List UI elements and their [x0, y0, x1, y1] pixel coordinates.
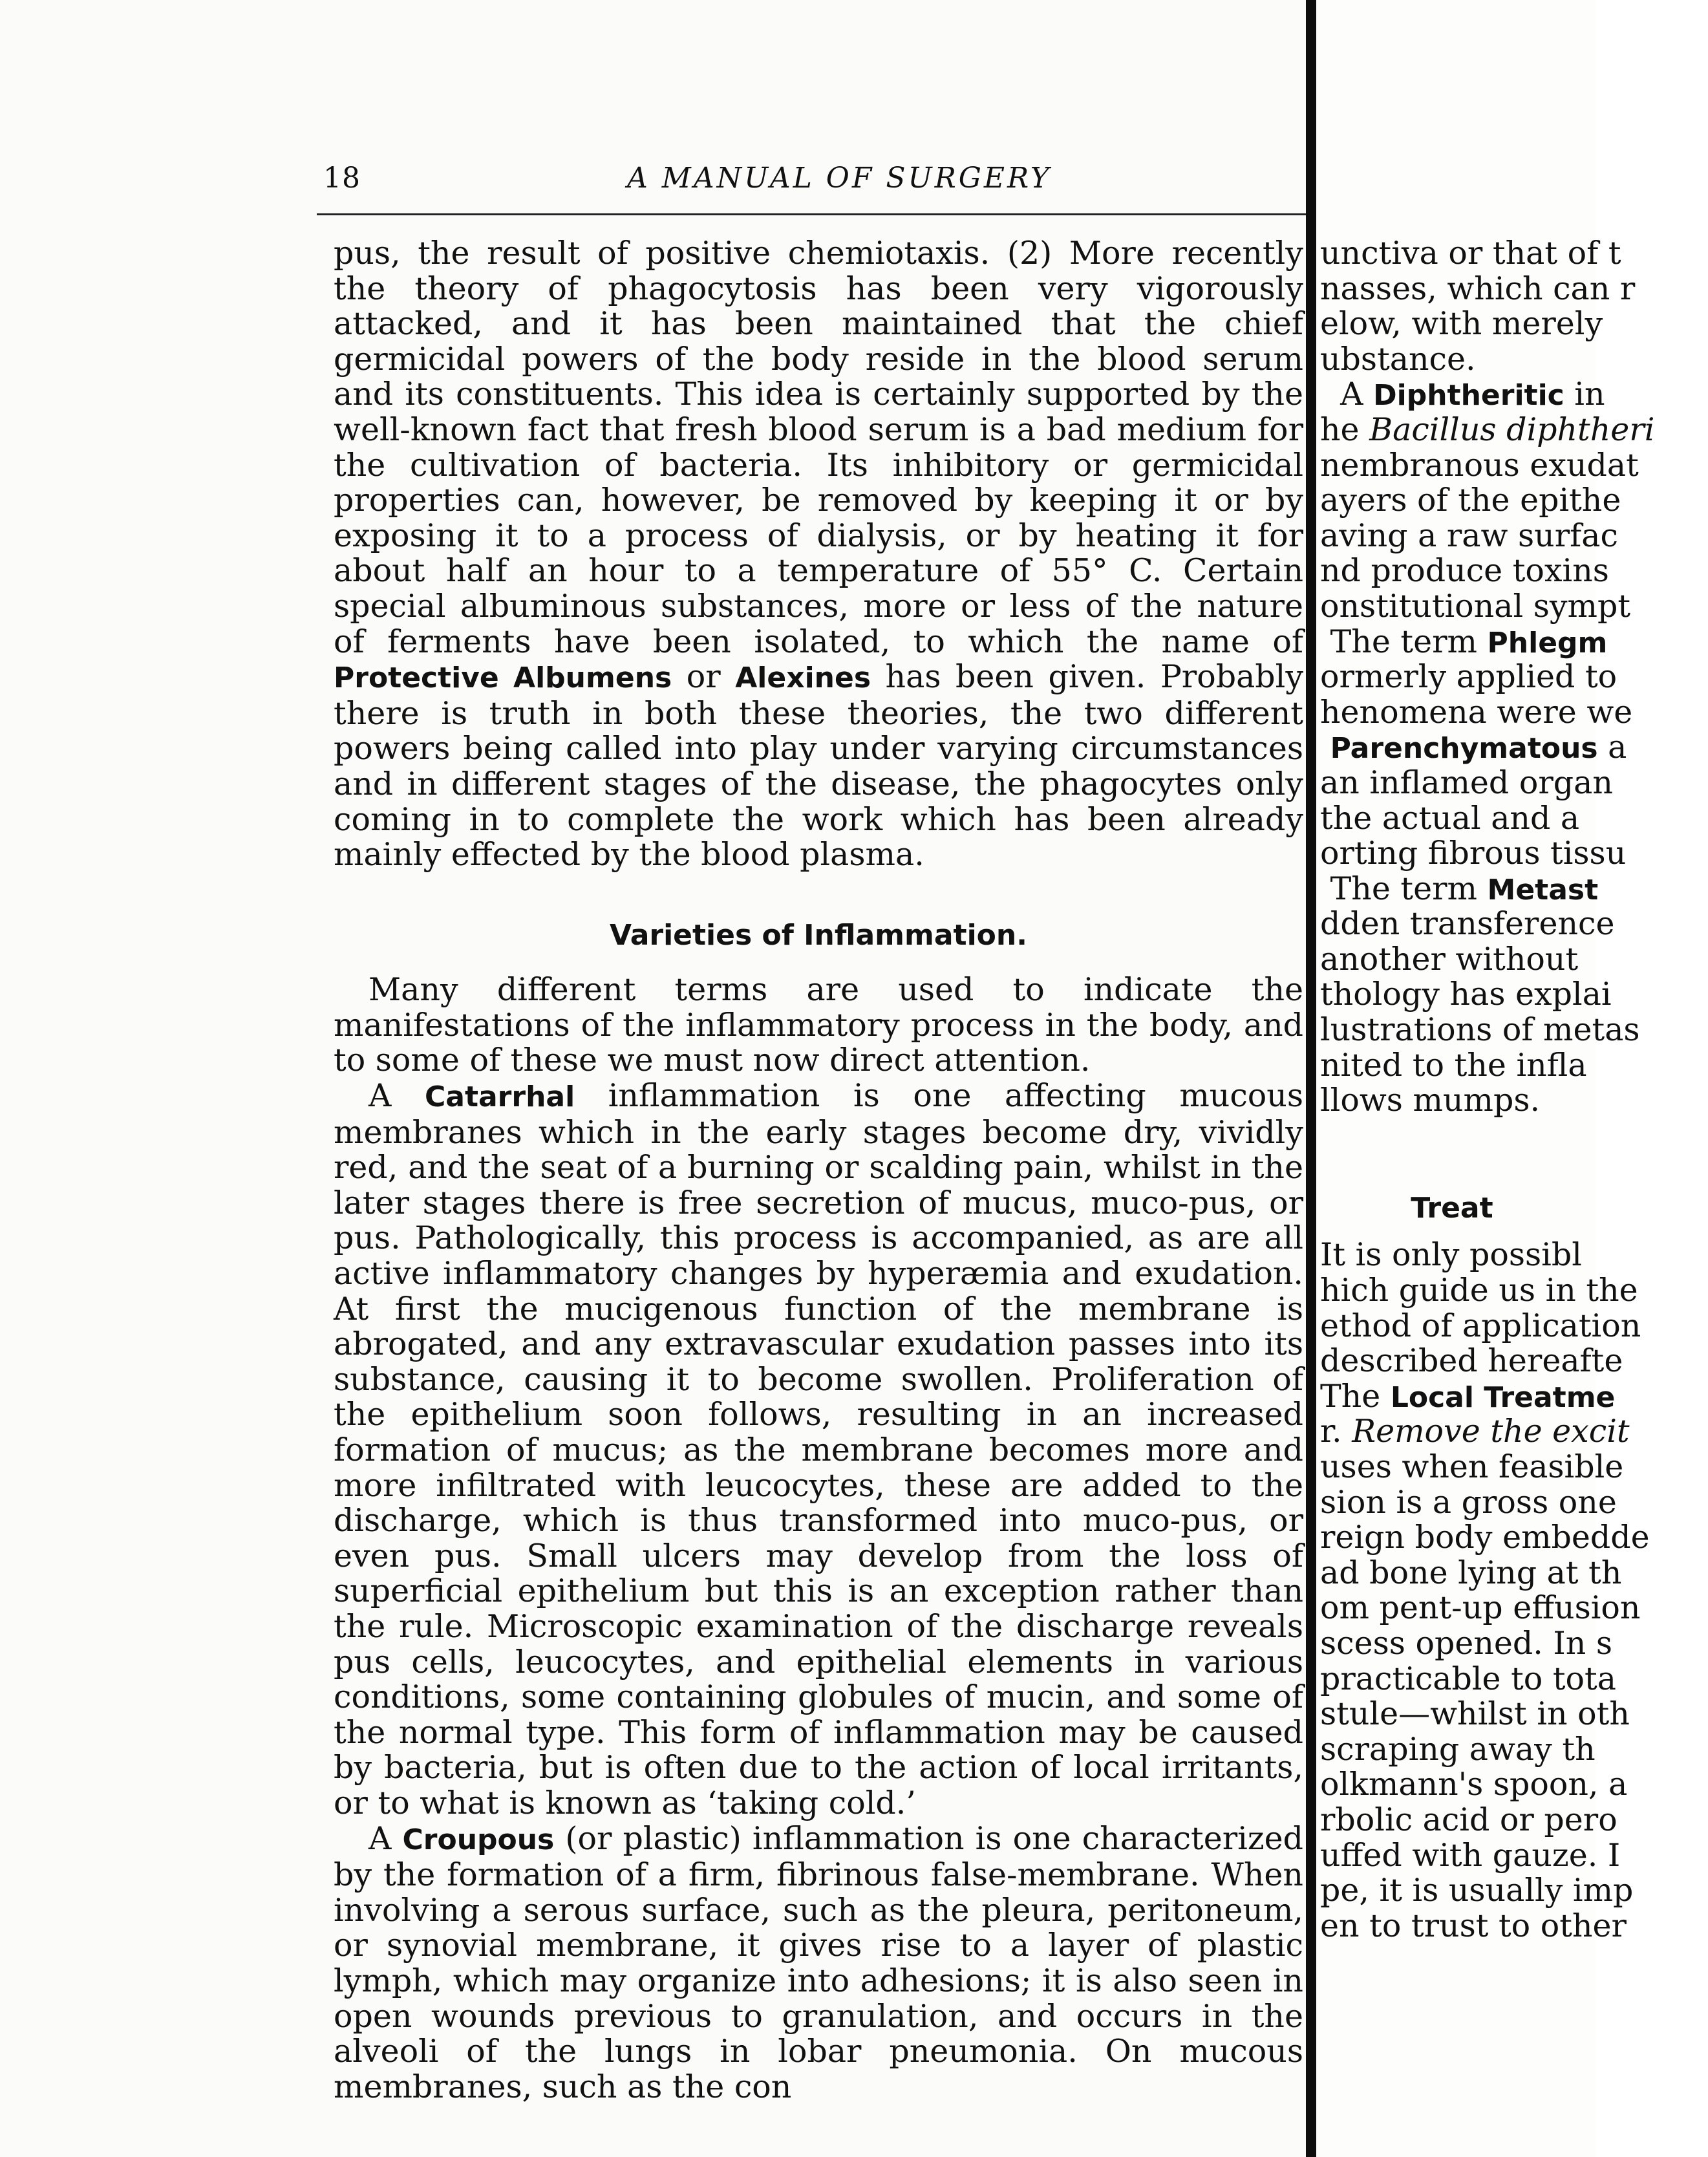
right-page-fragment [1316, 0, 1655, 2157]
text-run: he [1320, 411, 1370, 448]
term-alexines: Alexines [735, 661, 871, 695]
text-line [1320, 1414, 1708, 1450]
text-run: The term [1330, 870, 1488, 907]
right-body-text [1320, 236, 1708, 1944]
text-line: nasses, which can r [1320, 270, 1636, 307]
text-line: practicable to tota [1320, 1660, 1616, 1697]
term-diphtheritic: Diphtheritic [1373, 379, 1564, 413]
header-rule [317, 213, 1306, 215]
term-remove-exciting: Remove the excit [1352, 1413, 1630, 1450]
text-line: en to trust to other [1320, 1907, 1627, 1944]
term-protective-albumens: Protective Albumens [334, 661, 672, 695]
text-line [1320, 413, 1708, 448]
text-line: pe, it is usually imp [1320, 1872, 1634, 1909]
section-heading-treatment [1320, 1190, 1708, 1225]
text-run: (or plastic) inflammation is one characterized by the formation of a firm, fibrinous false-membrane. When involving a serous surface, such as the pleura, peritoneum, or synovial membrane, it gives rise to a layer of plastic lymph, which may organize into adhesions; it is also seen in open wounds previous to granulation, and occurs in the alveoli of the lungs in lobar pneumonia. On mucous membranes, such as the con [334, 1819, 1303, 2105]
text-line: unctiva or that of t [1320, 235, 1621, 272]
text-run: A [368, 1077, 425, 1115]
text-line: ad bone lying at th [1320, 1554, 1622, 1591]
text-line: olkmann's spoon, a [1320, 1766, 1628, 1803]
term-parenchymatous: Parenchymatous [1330, 732, 1598, 766]
text-line: the actual and a [1320, 799, 1580, 837]
text-run: The term [1330, 623, 1488, 660]
text-line: om pent-up effusion [1320, 1589, 1641, 1627]
text-line [1320, 872, 1708, 907]
term-catarrhal: Catarrhal [424, 1080, 575, 1114]
text-run: A [368, 1819, 403, 1857]
running-head [323, 162, 1306, 200]
text-line: sion is a gross one [1320, 1483, 1617, 1521]
text-line: hich guide us in the [1320, 1272, 1638, 1309]
text-line: aving a raw surfac [1320, 517, 1618, 554]
text-line: ayers of the epithe [1320, 482, 1621, 519]
text-line: scess opened. In s [1320, 1624, 1613, 1662]
text-run: A [1340, 376, 1374, 413]
text-line [1320, 377, 1708, 413]
section-heading: Varieties of Inflammation. [610, 918, 1027, 952]
text-run: or [672, 658, 736, 696]
page-number: 18 [323, 162, 361, 195]
text-line: orting fibrous tissu [1320, 835, 1627, 872]
paragraph-croupous [334, 1821, 1303, 2105]
text-line: It is only possibl [1320, 1236, 1582, 1274]
section-gap [1320, 1119, 1708, 1190]
term-bacillus: Bacillus diphtheri [1369, 411, 1655, 448]
paragraph-intro-varieties: Many different terms are used to indicate the manifestations of the inflammatory process in the body, and to some of these we must now direct attention. [334, 971, 1303, 1079]
text-run: a [1597, 729, 1627, 766]
text-run: inflammation is one affecting mucous membranes which in the early stages become dry, vividly red, and the seat of a burning or scalding pain, whilst in the later stages there is free secretion of mucus, muco-pus, or pus. Pathologically, this process is accompanied, as are all active inflammatory changes by hyperæmia and exudation. At first the mucigenous function of the membrane is abrogated, and any extravascular exudation passes into its substance, causing it to become swollen. Proliferation of the epithelium soon follows, resulting in an increased formation of mucus; as the membrane becomes more and more infiltrated with leucocytes, these are added to the discharge, which is thus transformed into muco-pus, or even pus. Small ulcers may develop from the loss of superficial epithelium but this is an exception rather than the rule. Microscopic examination of the discharge reveals pus cells, leucocytes, and epithelial elements in various conditions, some containing globules of mucin, and some of the normal type. This form of inflammation may be caused by bacteria, but is often due to the action of local irritants, or to what is known as ‘taking cold.’ [334, 1077, 1303, 1821]
text-run: pus, the result of positive chemiotaxis. (2) More recently the theory of phagocytosis has been very vigorously attacked, and it has been maintained that the chief germicidal powers of the body reside in the blood serum and its constituents. This idea is certainly supported by the well-known fact that fresh blood serum is a bad medium for the cultivation of bacteria. Its inhibitory or germicidal properties can, however, be removed by keeping it or by exposing it to a process of dialysis, or by heating it for about half an hour to a temperature of 55° C. Certain special albuminous substances, more or less of the nature of ferments have been isolated, to which the name of [334, 235, 1303, 660]
text-line [1320, 730, 1708, 766]
running-head-title: A MANUAL OF SURGERY [627, 162, 1052, 195]
text-line: nited to the infla [1320, 1046, 1587, 1084]
text-line: elow, with merely [1320, 305, 1603, 343]
term-local-treatment: Local Treatme [1390, 1380, 1616, 1414]
text-line: llows mumps. [1320, 1082, 1541, 1119]
paragraph-catarrhal [334, 1078, 1303, 1821]
text-line: ubstance. [1320, 340, 1476, 378]
text-run: r. [1320, 1413, 1352, 1450]
heading-text: Treat [1411, 1191, 1493, 1225]
text-line [1320, 1379, 1708, 1415]
text-line: rbolic acid or pero [1320, 1801, 1617, 1838]
text-line: scraping away th [1320, 1730, 1596, 1768]
text-line: dden transference [1320, 905, 1615, 943]
term-metastatic: Metast [1487, 873, 1599, 907]
text-line: henomena were we [1320, 693, 1633, 731]
text-line: lustrations of metas [1320, 1011, 1640, 1049]
text-line: nembranous exudat [1320, 446, 1639, 484]
text-line: uses when feasible [1320, 1448, 1624, 1485]
text-line: uffed with gauze. I [1320, 1836, 1621, 1874]
text-run: The [1320, 1377, 1391, 1415]
term-phlegmonous: Phlegm [1487, 626, 1608, 660]
text-line: described hereafte [1320, 1342, 1623, 1380]
text-line: ormerly applied to [1320, 658, 1617, 696]
text-line: nd produce toxins [1320, 552, 1609, 590]
book-gutter-shadow [1306, 0, 1316, 2157]
term-croupous: Croupous [402, 1823, 555, 1856]
paragraph-phagocytosis [334, 236, 1303, 873]
text-line: onstitutional sympt [1320, 587, 1631, 625]
text-line: stule—whilst in oth [1320, 1695, 1630, 1733]
left-body-text [334, 236, 1303, 2105]
text-line: thology has explai [1320, 976, 1612, 1013]
text-line [1320, 625, 1708, 660]
text-run: has been given. Probably there is truth in both these theories, the two different powers being called into play under varying circumstances and in different stages of the disease, the phagocytes only coming in to complete the work which has been already mainly effected by the blood plasma. [334, 658, 1304, 874]
text-line: reign body embedde [1320, 1519, 1650, 1556]
text-line: an inflamed organ [1320, 764, 1613, 801]
text-line: another without [1320, 940, 1579, 978]
text-line: ethod of application [1320, 1307, 1641, 1344]
text-run: in [1564, 376, 1605, 413]
spacer [1320, 1225, 1708, 1238]
